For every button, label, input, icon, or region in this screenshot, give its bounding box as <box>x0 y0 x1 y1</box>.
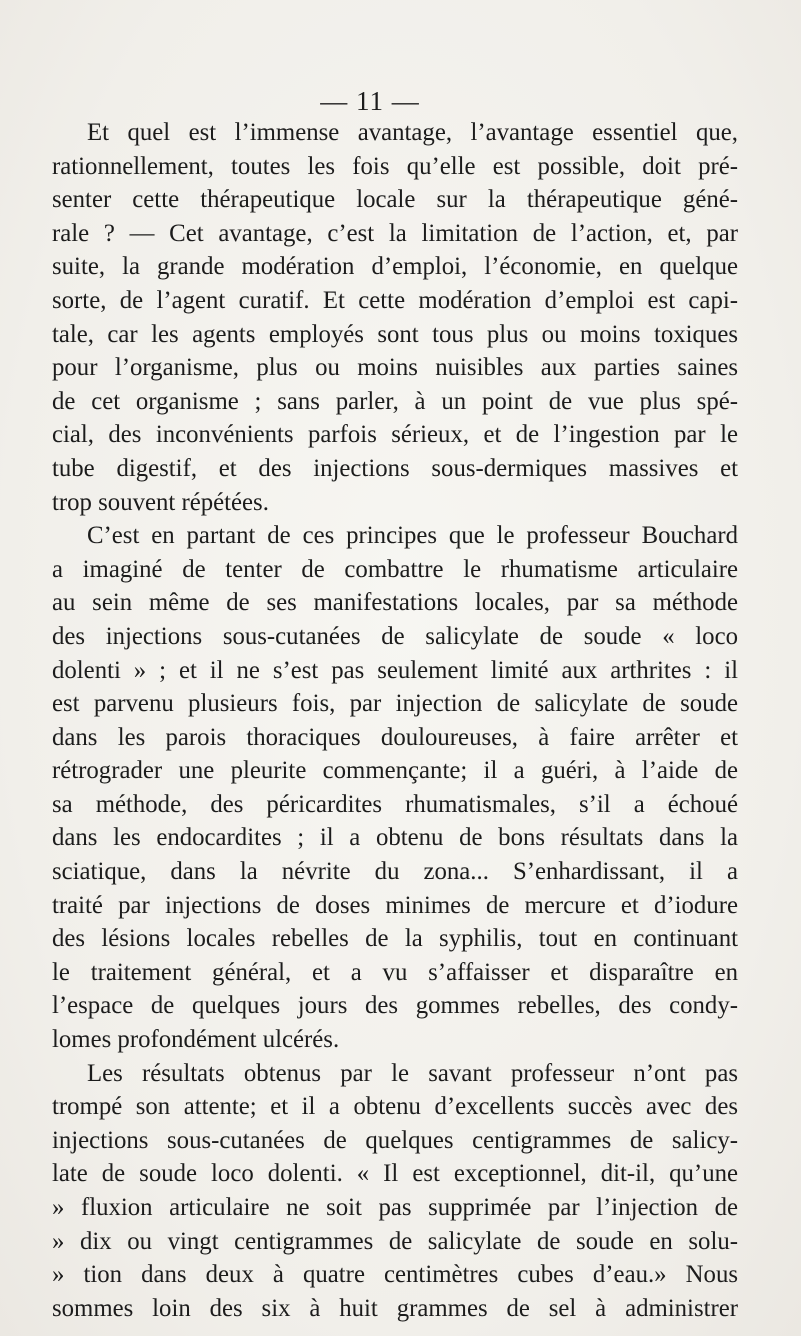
text-line: le traitement général, et a vu s’affaisser et disparaître en <box>52 958 738 986</box>
text-line: tale, car les agents employés sont tous plus ou moins toxiques <box>52 320 738 348</box>
text-line: » dix ou vingt centigrammes de salicylate de soude en solu- <box>52 1227 738 1255</box>
text-line: suite, la grande modération d’emploi, l’économie, en quelque <box>52 253 738 281</box>
text-line: rale ? — Cet avantage, c’est la limitation de l’action, et, par <box>52 219 738 247</box>
text-line: de cet organisme ; sans parler, à un point de vue plus spé- <box>52 387 738 415</box>
text-line: des injections sous-cutanées de salicylate de soude « loco <box>52 622 738 650</box>
text-line: des lésions locales rebelles de la syphilis, tout en continuant <box>52 925 738 953</box>
text-line: sa méthode, des péricardites rhumatismales, s’il a échoué <box>52 790 738 818</box>
text-line: dolenti » ; et il ne s’est pas seulement limité aux arthrites : il <box>52 656 738 684</box>
text-line: cial, des inconvénients parfois sérieux, et de l’ingestion par le <box>52 421 738 449</box>
text-line: lomes profondément ulcérés. <box>52 1026 340 1054</box>
text-line: l’espace de quelques jours des gommes rebelles, des condy- <box>52 992 738 1020</box>
page-number: — 11 — <box>320 86 420 116</box>
text-line: trop souvent répétées. <box>52 488 269 516</box>
text-line: late de soude loco dolenti. « Il est exceptionnel, dit-il, qu’une <box>52 1160 738 1188</box>
text-line: est parvenu plusieurs fois, par injection de salicylate de soude <box>52 690 738 718</box>
text-line: rétrograder une pleurite commençante; il a guéri, à l’aide de <box>52 757 738 785</box>
text-line: tube digestif, et des injections sous-dermiques massives et <box>52 454 738 482</box>
text-line: Les résultats obtenus par le savant professeur n’ont pas <box>87 1059 738 1087</box>
text-line: » fluxion articulaire ne soit pas supprimée par l’injection de <box>52 1194 738 1221</box>
text-line: injections sous-cutanées de quelques centigrammes de salicy- <box>52 1126 738 1154</box>
text-line: trompé son attente; et il a obtenu d’excellents succès avec des <box>52 1093 738 1121</box>
body-text <box>52 116 738 1325</box>
text-line: au sein même de ses manifestations locales, par sa méthode <box>52 589 738 617</box>
text-line: traité par injections de doses minimes de mercure et d’iodure <box>52 891 738 919</box>
text-line: sorte, de l’agent curatif. Et cette modération d’emploi est capi- <box>52 286 738 314</box>
text-line: dans les parois thoraciques douloureuses, à faire arrêter et <box>52 723 738 751</box>
text-line: a imaginé de tenter de combattre le rhumatisme articulaire <box>52 555 738 583</box>
text-line: sommes loin des six à huit grammes de sel à administrer <box>52 1294 738 1322</box>
text-line: » tion dans deux à quatre centimètres cubes d’eau.» Nous <box>52 1261 738 1289</box>
text-line: pour l’organisme, plus ou moins nuisibles aux parties saines <box>52 354 738 382</box>
text-line: rationnellement, toutes les fois qu’elle est possible, doit pré- <box>52 152 738 180</box>
text-line: Et quel est l’immense avantage, l’avantage essentiel que, <box>87 119 738 146</box>
text-line: dans les endocardites ; il a obtenu de bons résultats dans la <box>52 824 738 852</box>
text-line: senter cette thérapeutique locale sur la thérapeutique géné- <box>52 186 738 214</box>
text-line: C’est en partant de ces principes que le professeur Bouchard <box>87 522 738 550</box>
text-line: sciatique, dans la névrite du zona... S’enhardissant, il a <box>52 858 738 886</box>
